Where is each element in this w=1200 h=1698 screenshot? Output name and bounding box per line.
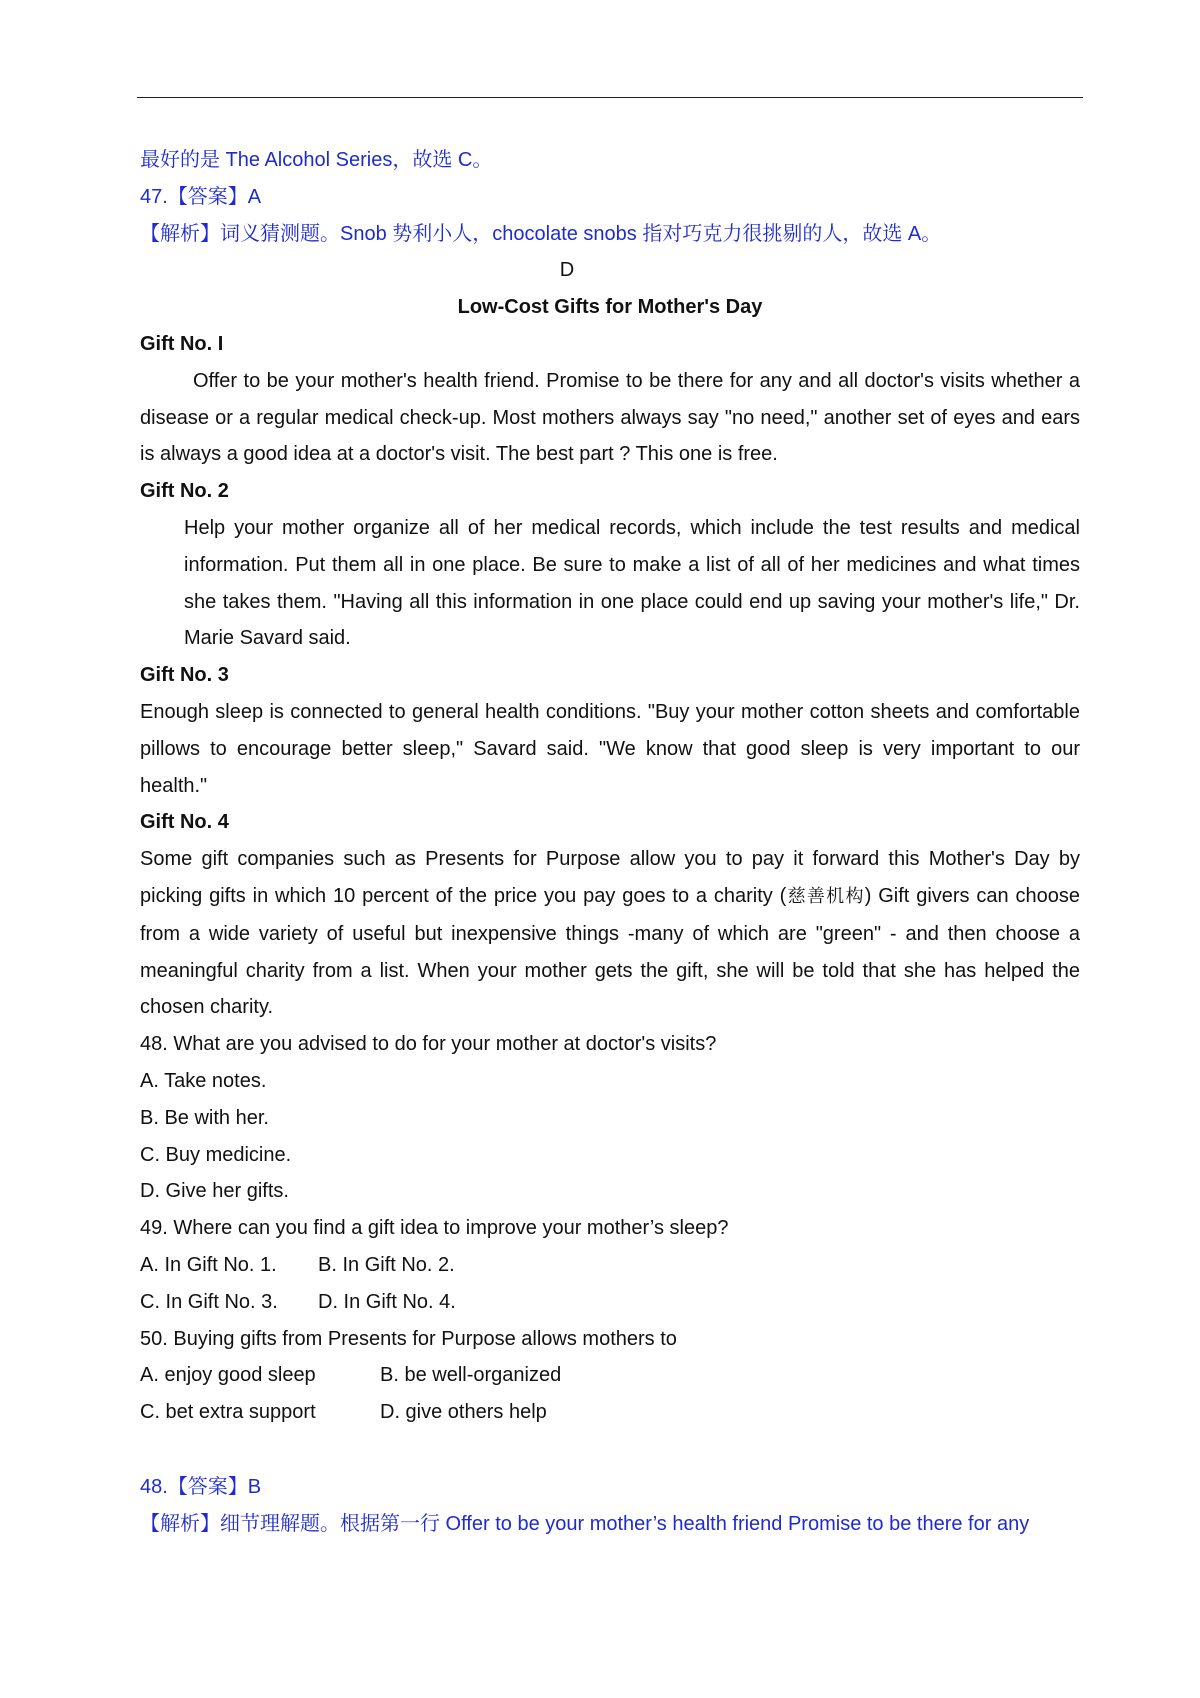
question-50-option-a: A. enjoy good sleep: [140, 1364, 316, 1387]
question-48-stem: 48. What are you advised to do for your mother at doctor's visits?: [140, 1033, 717, 1056]
gift-1-text: Offer to be your mother's health friend. Promise to be there for any and all doctor's visits whether a disease or a regular medical check-up. Most mothers always say "no need," another set of eyes and ears is always a good idea at a doctor's visit. The best part ? This one is free.: [140, 369, 1080, 466]
gift-4-text-before: Some gift companies such as Presents for Purpose allow you to pay it forward this Mother's Day by picking gifts in which 10 percent of the price you pay goes to a charity (: [140, 848, 1080, 907]
question-49-options-row-2: [140, 1284, 1080, 1321]
question-49-option-a: A. In Gift No. 1.: [140, 1253, 277, 1276]
answer-47: 47.【答案】A: [140, 185, 262, 208]
section-gap: [140, 1431, 1080, 1469]
answer-48: 48.【答案】B: [140, 1475, 262, 1498]
gift-4-text-after: ) Gift givers can choose from a wide variety of useful but inexpensive things -many of which are "green" - and then choose a meaningful charity from a list. When your mother gets the gift, she will be told that she has helped the chosen charity.: [140, 884, 1080, 1019]
answer-line-46-end: 最好的是 The Alcohol Series，故选 C。: [140, 149, 493, 171]
question-48-option-c: C. Buy medicine.: [140, 1143, 292, 1166]
gift-4-heading: Gift No. 4: [140, 811, 229, 834]
question-48-option-a: A. Take notes.: [140, 1069, 267, 1092]
gift-4-text: [140, 841, 1080, 1026]
gift-1-heading: Gift No. I: [140, 332, 224, 355]
gift-3-text: Enough sleep is connected to general health conditions. "Buy your mother cotton sheets and comfortable pillows to encourage better sleep," Savard said. "We know that good sleep is very important to our health.": [140, 700, 1080, 797]
question-49-option-b: B. In Gift No. 2.: [318, 1253, 455, 1276]
passage-title: Low-Cost Gifts for Mother's Day: [457, 296, 763, 319]
passage-label: D: [559, 259, 575, 282]
question-50-stem: 50. Buying gifts from Presents for Purpose allows mothers to: [140, 1327, 677, 1350]
gift-2-text: Help your mother organize all of her medical records, which include the test results and medical information. Put them all in one place. Be sure to make a list of all of her medicines and what times she takes them. "Having all this information in one place could end up saving your mother's life," Dr. Marie Savard said.: [184, 516, 1080, 650]
gift-2-heading: Gift No. 2: [140, 480, 229, 503]
question-49-options-row-1: [140, 1247, 1080, 1284]
document-page: [140, 142, 1080, 1542]
gift-4-charity-cn: 慈善机构: [786, 885, 865, 907]
question-50-option-d: D. give others help: [380, 1401, 547, 1424]
question-50-option-b: B. be well-organized: [380, 1364, 562, 1387]
question-49-stem: 49. Where can you find a gift idea to improve your mother’s sleep?: [140, 1217, 729, 1240]
question-50-option-c: C. bet extra support: [140, 1401, 316, 1424]
question-49-option-c: C. In Gift No. 3.: [140, 1290, 278, 1313]
question-48-option-b: B. Be with her.: [140, 1106, 269, 1129]
question-50-options-row-2: [140, 1394, 1080, 1431]
analysis-47: 【解析】词义猜测题。Snob 势利小人，chocolate snobs 指对巧克力很挑剔的人，故选 A。: [140, 222, 942, 245]
question-50-options-row-1: [140, 1357, 1080, 1394]
gift-3-heading: Gift No. 3: [140, 664, 229, 687]
question-48-option-d: D. Give her gifts.: [140, 1180, 289, 1203]
question-49-option-d: D. In Gift No. 4.: [318, 1290, 456, 1313]
header-rule: [137, 97, 1083, 98]
analysis-48: 【解析】细节理解题。根据第一行 Offer to be your mother’s health friend Promise to be there for any: [140, 1512, 1030, 1535]
